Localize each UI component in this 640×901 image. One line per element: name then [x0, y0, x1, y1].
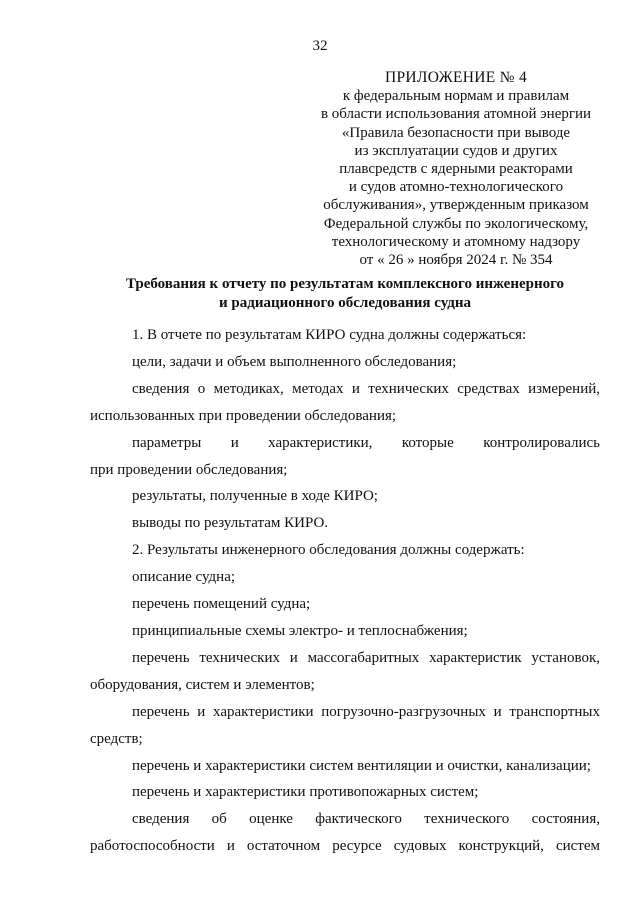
appendix-line: из эксплуатации судов и других	[354, 142, 558, 159]
list-item: параметры и характеристики, которые контролировались	[132, 434, 600, 451]
list-item: перечень и характеристики систем вентиляции и очистки, канализации;	[132, 757, 591, 774]
list-item: перечень технических и массогабаритных характеристик установок,	[132, 649, 600, 666]
list-item-continuation: при проведении обследования;	[90, 461, 288, 478]
list-item: описание судна;	[132, 569, 236, 586]
list-item-continuation: работоспособности и остаточном ресурсе судовых конструкций, систем	[90, 838, 600, 855]
appendix-line: и судов атомно-технологического	[348, 179, 564, 196]
list-item: результаты, полученные в ходе КИРО;	[132, 488, 378, 505]
paragraph-1: 1. В отчете по результатам КИРО судна должны содержаться:	[132, 327, 527, 343]
appendix-line: «Правила безопасности при выводе	[341, 124, 571, 141]
appendix-line: плавсредств с ядерными реакторами	[339, 161, 573, 178]
appendix-line: Федеральной службы по экологическому,	[323, 215, 589, 232]
appendix-line: технологическому и атомному надзору	[331, 233, 581, 250]
list-item: перечень помещений судна;	[132, 596, 311, 613]
appendix-line: к федеральным нормам и правилам	[342, 88, 570, 105]
document-title-line: и радиационного обследования судна	[219, 295, 471, 311]
list-item: перечень и характеристики погрузочно-разгрузочных и транспортных	[132, 703, 600, 720]
appendix-line: в области использования атомной энергии	[320, 106, 592, 123]
appendix-line: обслуживания», утвержденным приказом	[323, 197, 589, 214]
appendix-header	[300, 69, 612, 269]
document-title	[90, 275, 600, 313]
list-item: выводы по результатам КИРО.	[132, 515, 329, 532]
paragraph-2: 2. Результаты инженерного обследования должны содержать:	[132, 542, 525, 559]
document-title-line: Требования к отчету по результатам комплексного инженерного	[125, 276, 565, 292]
appendix-line: от « 26 » ноября 2024 г. № 354	[359, 252, 553, 269]
list-item-continuation: использованных при проведении обследования;	[90, 407, 397, 424]
list-item-continuation: оборудования, систем и элементов;	[90, 676, 315, 693]
list-item: сведения о методиках, методах и технических средствах измерений,	[132, 380, 600, 397]
list-item-continuation: средств;	[90, 730, 143, 747]
list-item: сведения об оценке фактического технического состояния,	[132, 811, 600, 828]
page-number: 32	[312, 38, 328, 54]
document-body	[90, 322, 600, 860]
appendix-title: ПРИЛОЖЕНИЕ № 4	[384, 69, 528, 86]
list-item: цели, задачи и объем выполненного обследования;	[132, 353, 457, 370]
list-item: принципиальные схемы электро- и теплоснабжения;	[132, 622, 468, 639]
list-item: перечень и характеристики противопожарных систем;	[132, 784, 479, 801]
